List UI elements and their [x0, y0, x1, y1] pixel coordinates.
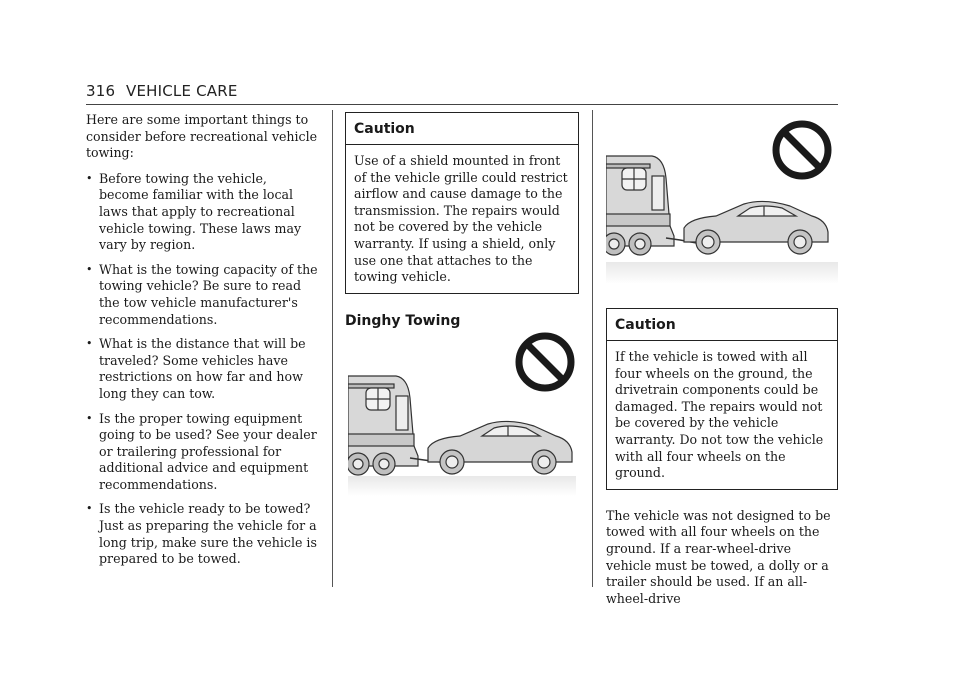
sedan-icon [428, 421, 572, 474]
ground-shadow [348, 476, 576, 496]
header-rule [86, 104, 838, 105]
page-number: 316 [86, 82, 116, 100]
intro-paragraph: Here are some important things to consider before recreational vehicle towing: [86, 112, 318, 161]
checklist [86, 171, 318, 568]
middle-column [345, 112, 579, 329]
list-item-text: Before towing the vehicle, become familiar with the local laws that apply to recreational vehicle towing. These laws may vary by region. [99, 170, 302, 253]
column-divider [332, 110, 333, 587]
bullet-icon: • [86, 171, 93, 185]
left-column [86, 112, 318, 576]
caution-box-shield [345, 112, 579, 294]
list-item-text: What is the towing capacity of the towing vehicle? Be sure to read the tow vehicle manufacturer's recommendations. [99, 261, 318, 327]
caution-title: Caution [346, 113, 578, 145]
list-item-text: What is the distance that will be traveled? Some vehicles have restrictions on how far and how long they can tow. [99, 336, 306, 401]
column-divider [592, 110, 593, 587]
list-item-text: Is the proper towing equipment going to be used? See your dealer or trailering professional for additional advice and equipment recommendations. [99, 410, 317, 492]
section-title: VEHICLE CARE [126, 82, 238, 100]
section-heading: Dinghy Towing [345, 312, 461, 329]
body-paragraph: The vehicle was not designed to be towed with all four wheels on the ground. If a rear-wheel-drive vehicle must be towed, a dolly or a trailer should be used. If an all-wheel-drive [606, 507, 831, 606]
list-item-text: Is the vehicle ready to be towed? Just as preparing the vehicle for a long trip, make sure the vehicle is prepared to be towed. [99, 501, 317, 567]
page-header [86, 82, 838, 104]
ground-shadow [606, 262, 838, 284]
sedan-icon [684, 201, 828, 254]
bullet-icon: • [86, 337, 93, 351]
list-item [86, 262, 318, 328]
motorhome-icon [606, 156, 674, 255]
list-item [86, 171, 318, 254]
list-item [86, 336, 318, 402]
caution-text: Use of a shield mounted in front of the vehicle grille could restrict airflow and cause damage to the transmission. The repairs would not be covered by the vehicle warranty. If using a shield, only use one that attaches to the towing vehicle. [354, 153, 568, 285]
bullet-icon: • [86, 502, 93, 516]
caution-title: Caution [607, 309, 837, 341]
prohibition-icon [519, 336, 571, 388]
list-item [86, 501, 318, 567]
motorhome-icon [348, 376, 418, 475]
bullet-icon: • [86, 262, 93, 276]
bullet-icon: • [86, 411, 93, 425]
flat-towing-illustration [606, 112, 838, 284]
caution-box-four-wheels [606, 308, 838, 490]
caution-text: If the vehicle is towed with all four wheels on the ground, the drivetrain components could be damaged. The repairs would not be covered by the vehicle warranty. Do not tow the vehicle with all four wheels on the ground. [615, 349, 824, 481]
list-item [86, 411, 318, 494]
prohibition-icon [776, 124, 828, 176]
dinghy-towing-illustration [348, 326, 576, 496]
right-column [606, 308, 838, 607]
